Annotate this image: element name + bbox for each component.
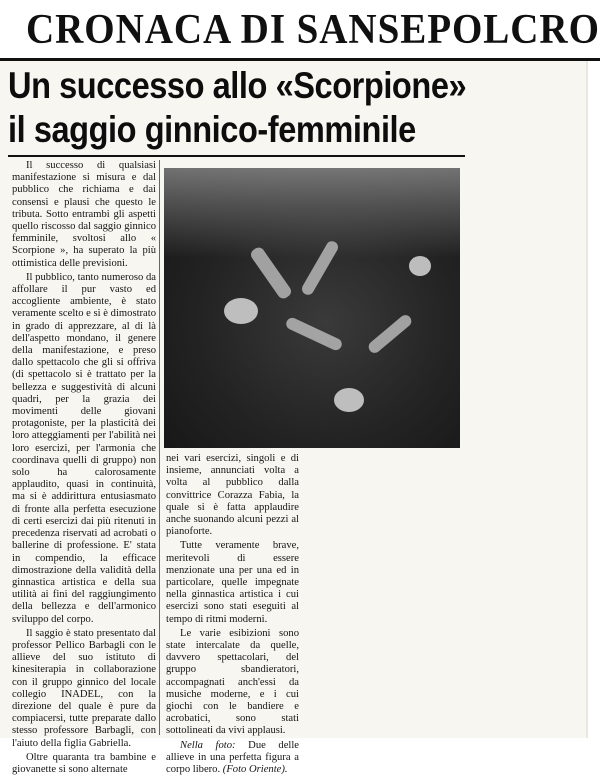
headline-rule [8, 155, 465, 157]
article-column-left [12, 160, 156, 775]
paragraph: nei vari esercizi, singoli e di insieme, annunciati volta a volta al pubblico dalla convittrice Corazza Fabia, la quale si è fatta applaudire anche suonando alcuni pezzi al pianoforte. [166, 453, 299, 538]
photo-figure [409, 256, 431, 276]
article-photo [164, 168, 460, 448]
paragraph: Il saggio è stato presentato dal professor Pellico Barbagli con le allieve del suo istituto di kinesiterapia in collaborazione con il gruppo ginnico del locale collegio INADEL, con la direzione del quale è pure da compiacersi, tutte preparate dallo stesso professore Barbagli, con l'aiuto della figlia Gabriella. [12, 627, 156, 749]
caption-credit: (Foto Oriente). [222, 764, 288, 776]
paragraph: Tutte veramente brave, meritevoli di essere menzionate una per una ed in particolare, quelle impegnate nella ginnastica artistica i cui esercizi sono stati eseguiti al tempo di ritmi moderni. [166, 540, 299, 625]
headline-line-2: il saggio ginnico-femminile [8, 109, 416, 150]
caption-text: Due delle allieve in una perfetta figura a corpo libero. [166, 739, 300, 776]
photo-audience [164, 168, 460, 258]
article-headline [8, 64, 467, 152]
caption-label: Nella foto: [180, 739, 236, 751]
blank-margin [462, 160, 586, 738]
column-divider [159, 160, 160, 735]
masthead-title: CRONACA DI SANSEPOLCRO [26, 7, 600, 53]
masthead [0, 0, 600, 58]
photo-figure [284, 316, 343, 352]
photo-figure [224, 298, 258, 324]
paragraph: Il pubblico, tanto numeroso da affollare il pur vasto ed accogliente ambiente, è stato veramente scelto e si è dimostrato in grado di apprezzare, al di là dell'aspetto mondano, il genere della manifestazione, e preso dallo spettacolo che gli si offriva (di spettacolo si è trattato per la bellezza e suggestività di alcuni quadri, per la grazia dei movimenti delle giovani protagoniste, per la plasticità dei loro atteggiamenti per l'abilità nei loro esercizi, per l'armonia che coordinava quelli di gruppo) non solo ha calorosamente applaudito, quasi in continuità, ma si è addirittura entusiasmato di fronte alla perfetta esecuzione di certi esercizi dai più ritenuti in precedenza riservati ad acrobati o ballerine di professione. E' stata in compendio, la efficace dimostrazione della validità della ginnastica artistica e della sua utilità ai fini del raggiungimento della bellezza e dell'armonico sviluppo del corpo. [12, 271, 156, 625]
paragraph: Oltre quaranta tra bambine e giovanette si sono alternate [12, 751, 156, 775]
photo-figure [334, 388, 364, 412]
masthead-rule [0, 58, 600, 61]
article-column-right [166, 453, 300, 776]
photo-caption [166, 740, 299, 776]
photo-figure [366, 313, 414, 356]
paragraph: Le varie esibizioni sono state intercalate da quelle, davvero spettacolari, del gruppo sbandieratori, accompagnati anch'essi da musiche moderne, e i cui giochi con le bandiere e acrobatici, sono stati sottolineati da vivi applausi. [166, 627, 299, 737]
paragraph: Il successo di qualsiasi manifestazione si misura e dal pubblico che richiama e dai consensi e plausi che questo le tributa. Sotto entrambi gli aspetti quello riscosso dal saggio ginnico femminile, svoltosi allo « Scorpione », ha superato la più ottimistica delle previsioni. [12, 160, 156, 269]
headline-line-1: Un successo allo «Scorpione» [8, 65, 467, 106]
